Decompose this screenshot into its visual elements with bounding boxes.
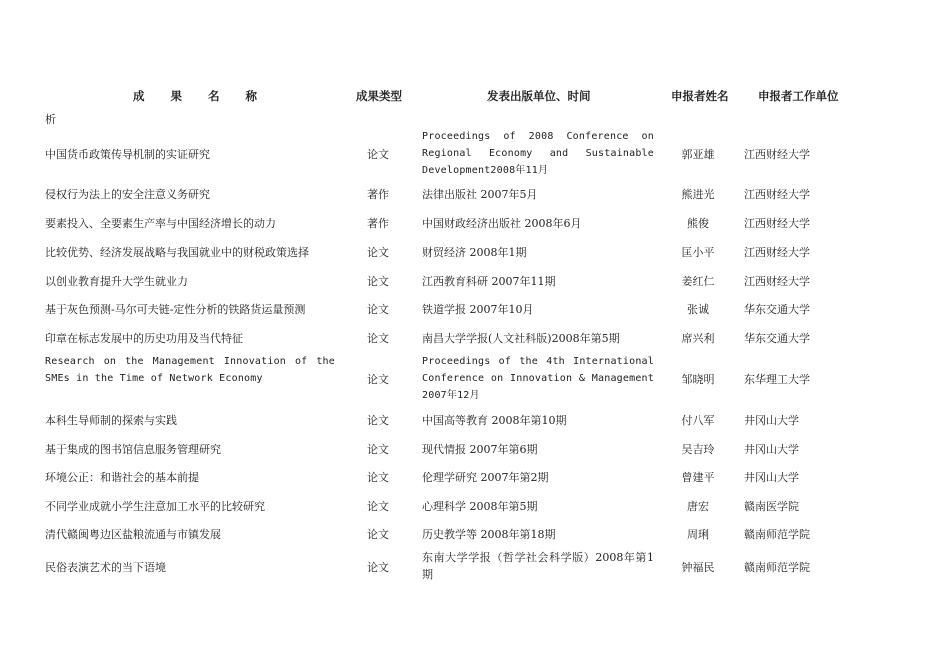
row-type: 论文 [367,471,389,484]
row-person: 熊进光 [681,188,715,201]
row-name: 民俗表演艺术的当下语境 [45,560,166,574]
row-type: 论文 [367,528,389,541]
row-publication: 铁道学报 2007年10月 [422,302,534,316]
row-name: Research on the Management Innovation of the SMEs in the Time of Network Economy [45,356,335,384]
row-name: 以创业教育提升大学生就业力 [45,274,188,288]
header-publication: 发表出版单位、时间 [487,89,591,103]
row-unit: 赣南师范学院 [744,561,810,574]
row-person: 吴吉玲 [681,443,715,456]
table-row [0,271,950,291]
table-row [0,496,950,516]
row-publication: 现代情报 2007年第6期 [422,442,538,456]
row-type: 论文 [367,148,389,161]
row-person: 邹晓明 [681,373,715,386]
header-person: 申报者姓名 [671,89,729,103]
row-publication: 伦理学研究 2007年第2期 [422,470,549,484]
row-publication: Proceedings of the 4th International Conference on Innovation & Management 2007年12月 [422,356,654,401]
row-person: 曾建平 [681,471,715,484]
row-person: 周琍 [687,528,709,541]
row-unit: 江西财经大学 [744,246,810,259]
row-type: 著作 [367,188,389,201]
row-person: 张诚 [687,303,709,316]
header-unit: 申报者工作单位 [758,89,839,103]
row-publication: 中国财政经济出版社 2008年6月 [422,216,582,230]
table-row [0,299,950,319]
table-row [0,184,950,204]
table-row [0,242,950,262]
row-unit: 江西财经大学 [744,148,810,161]
table-row [0,439,950,459]
row-unit: 江西财经大学 [744,217,810,230]
table-row [0,213,950,233]
row-name: 基于灰色预测-马尔可夫链-定性分析的铁路货运量预测 [45,302,306,316]
row-publication: 中国高等教育 2008年第10期 [422,413,567,427]
table-row [0,128,950,180]
carryover-text: 析 [45,113,56,126]
row-publication: 心理科学 2008年第5期 [422,499,538,513]
row-name: 印章在标志发展中的历史功用及当代特征 [45,331,243,345]
row-unit: 江西财经大学 [744,275,810,288]
row-name: 基于集成的图书馆信息服务管理研究 [45,442,221,456]
row-unit: 华东交通大学 [744,303,810,316]
table-row [0,353,950,405]
row-person: 唐宏 [687,500,709,513]
row-unit: 赣南医学院 [744,500,799,513]
row-type: 论文 [367,443,389,456]
row-type: 论文 [367,561,389,574]
row-publication: 江西教育科研 2007年11期 [422,274,556,288]
row-person: 姜红仁 [681,275,715,288]
row-name: 清代赣闽粤边区盐粮流通与市镇发展 [45,527,221,541]
row-name: 要素投入、全要素生产率与中国经济增长的动力 [45,216,276,230]
table-row [0,467,950,487]
row-name: 本科生导师制的探索与实践 [45,413,177,427]
row-person: 匡小平 [681,246,715,259]
row-type: 论文 [367,275,389,288]
row-publication: 南昌大学学报(人文社科版)2008年第5期 [422,331,620,345]
row-name: 不同学业成就小学生注意加工水平的比较研究 [45,499,265,513]
row-name: 比较优势、经济发展战略与我国就业中的财税政策选择 [45,245,309,259]
row-unit: 井冈山大学 [744,443,799,456]
row-unit: 赣南师范学院 [744,528,810,541]
row-type: 论文 [367,303,389,316]
row-person: 钟福民 [681,561,715,574]
row-publication: 东南大学学报（哲学社会科学版）2008年第1期 [422,551,654,581]
row-publication: 历史教学等 2008年第18期 [422,527,556,541]
row-person: 付八军 [681,414,715,427]
row-unit: 井冈山大学 [744,414,799,427]
row-person: 熊俊 [687,217,709,230]
row-type: 论文 [367,246,389,259]
row-unit: 井冈山大学 [744,471,799,484]
row-type: 论文 [367,373,389,386]
row-unit: 江西财经大学 [744,188,810,201]
row-name: 侵权行为法上的安全注意义务研究 [45,187,210,201]
row-publication: 财贸经济 2008年1期 [422,245,527,259]
row-type: 著作 [367,217,389,230]
table-row [0,524,950,544]
header-name: 成果名称 [133,89,283,103]
row-unit: 东华理工大学 [744,373,810,386]
row-person: 郭亚雄 [681,148,715,161]
row-unit: 华东交通大学 [744,332,810,345]
row-publication: Proceedings of 2008 Conference on Regional Economy and Sustainable Development2008年11月 [422,131,654,176]
row-type: 论文 [367,414,389,427]
table-row [0,328,950,348]
row-publication: 法律出版社 2007年5月 [422,187,538,201]
row-person: 席兴利 [681,332,715,345]
table-row [0,410,950,430]
row-name: 环境公正：和谐社会的基本前提 [45,470,199,484]
header-type: 成果类型 [356,89,402,103]
row-type: 论文 [367,500,389,513]
table-row [0,549,950,585]
row-name: 中国货币政策传导机制的实证研究 [45,147,210,161]
row-type: 论文 [367,332,389,345]
